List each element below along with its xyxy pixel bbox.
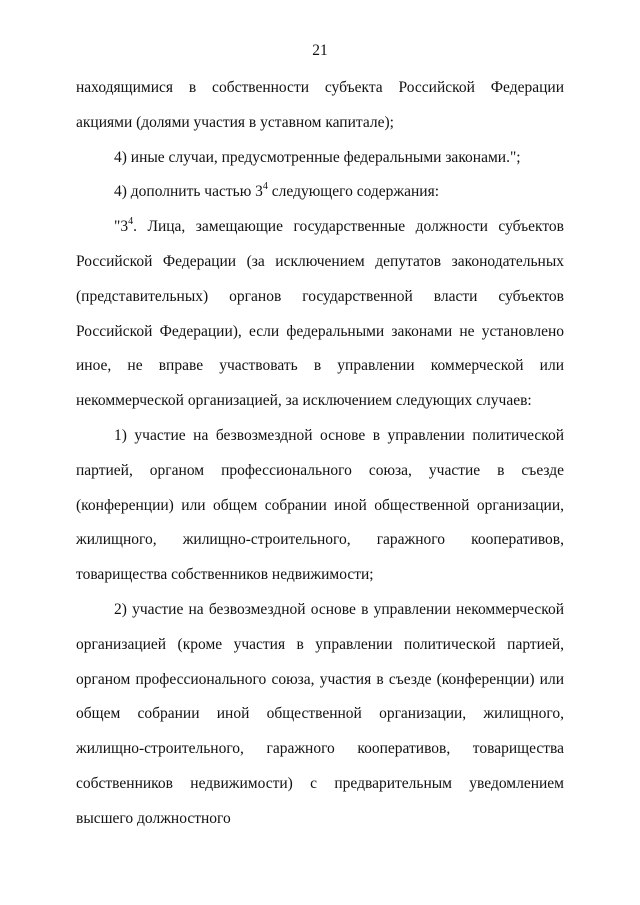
document-body — [76, 71, 564, 837]
amendment-superscript: 4 — [262, 181, 268, 193]
amendment-text-end: следующего содержания: — [267, 183, 440, 201]
amendment-text-start: 4) дополнить частью 3 — [114, 183, 263, 201]
paragraph-part-3-4 — [76, 210, 564, 419]
paragraph-continuation: находящимися в собственности субъекта Российской Федерации акциями (долями участия в уставном капитале); — [76, 79, 564, 131]
paragraph-amendment-instruction — [76, 175, 564, 210]
paragraph-item-2: 2) участие на безвозмездной основе в управлении некоммерческой организацией (кроме участия в управлении политической партией, органом профессионального союза, участия в съезде (конференции) или общем собрании иной общественной организации, жилищного, жилищно-строительного, гаражного кооперативов, товарищества собственников недвижимости) с предварительным уведомлением высшего должностного — [76, 600, 564, 827]
part-3-4-start: "3 — [114, 218, 129, 236]
page-number: 21 — [312, 42, 328, 59]
paragraph-item-1: 1) участие на безвозмездной основе в управлении политической партией, органом профессионального союза, участие в съезде (конференции) или общем собрании иной общественной организации, жилищного, жилищно-строительного, гаражного кооперативов, товарищества собственников недвижимости; — [76, 426, 564, 584]
paragraph-item-4-other-cases: 4) иные случаи, предусмотренные федеральными законами."; — [114, 148, 521, 166]
part-3-4-superscript: 4 — [128, 216, 134, 228]
part-3-4-text: . Лица, замещающие государственные должности субъектов Российской Федерации (за исключением депутатов законодательных (представительных) органов государственной власти субъектов Российской Федерации), если федеральными законами не установлено иное, не вправе участвовать в управлении коммерческой или некоммерческой организацией, за исключением следующих случаев: — [76, 218, 564, 410]
